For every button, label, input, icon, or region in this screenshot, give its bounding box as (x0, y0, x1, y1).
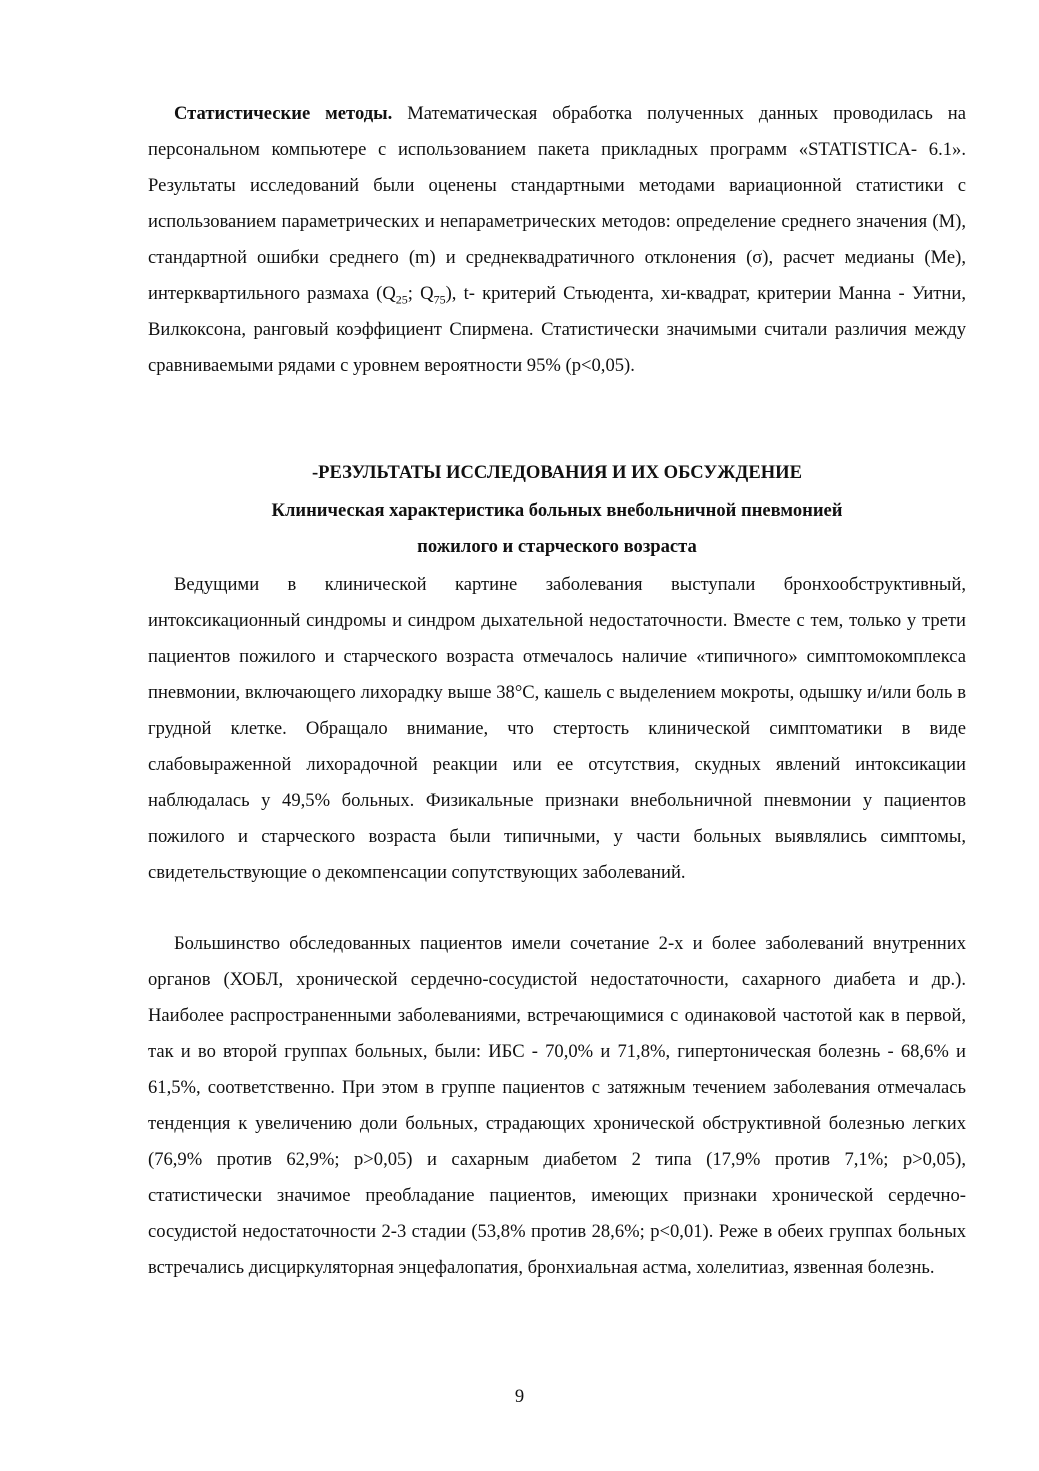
subsection-heading-line-1: Клиническая характеристика больных внебольничной пневмонией (271, 500, 843, 521)
quartile-25-subscript: 25 (395, 292, 408, 307)
methods-text-part-3: ), t- критерий Стьюдента, хи-квадрат, критерии Манна - Уитни, Вилкоксона, ранговый коэффициент Спирмена. Статистически значимыми считали различия между сравниваемыми рядами с уровнем вероятности 95% (р<0,05). (148, 283, 966, 376)
page-number: 9 (514, 1386, 525, 1407)
paragraph-lead-statistical-methods: Статистические методы. (174, 103, 393, 124)
methods-text-part-1: Математическая обработка полученных данных проводилась на персональном компьютере с использованием пакета прикладных программ «STATISTICA- 6.1». Результаты исследований были оценены стандартными методами вариационной статистики с использованием параметрических и непараметрических методов: определение среднего значения (М), стандартной ошибки среднего (m) и среднеквадратичного отклонения (σ), расчет медианы (Ме), интерквартильного размаха (Q (148, 103, 966, 304)
methods-text-part-2: ; Q (407, 283, 434, 304)
paragraph-statistical-methods (148, 96, 966, 384)
quartile-75-subscript: 75 (433, 292, 446, 307)
subsection-heading-line-2: пожилого и старческого возраста (417, 536, 697, 557)
paragraph-clinical-picture: Ведущими в клинической картине заболевания выступали бронхообструктивный, интоксикационный синдромы и синдром дыхательной недостаточности. Вместе с тем, только у трети пациентов пожилого и старческого возраста отмечалось наличие «типичного» симптомокомплекса пневмонии, включающего лихорадку выше 38°С, кашель с выделением мокроты, одышку и/или боль в грудной клетке. Обращало внимание, что стертость клинической симптоматики в виде слабовыраженной лихорадочной реакции или ее отсутствия, скудных явлений интоксикации наблюдалась у 49,5% больных. Физикальные признаки внебольничной пневмонии у пациентов пожилого и старческого возраста были типичными, у части больных выявлялись симптомы, свидетельствующие о декомпенсации сопутствующих заболеваний. (148, 574, 966, 883)
subsection-heading-clinical (148, 493, 966, 565)
paragraph-comorbidities: Большинство обследованных пациентов имели сочетание 2-х и более заболеваний внутренних органов (ХОБЛ, хронической сердечно-сосудистой недостаточности, сахарного диабета и др.). Наиболее распространенными заболеваниями, встречающимися с одинаковой частотой как в первой, так и во второй группах больных, были: ИБС - 70,0% и 71,8%, гипертоническая болезнь - 68,6% и 61,5%, соответственно. При этом в группе пациентов с затяжным течением заболевания отмечалась тенденция к увеличению доли больных, страдающих хронической обструктивной болезнью легких (76,9% против 62,9%; р>0,05) и сахарным диабетом 2 типа (17,9% против 7,1%; р>0,05), статистически значимое преобладание пациентов, имеющих признаки хронической сердечно-сосудистой недостаточности 2-3 стадии (53,8% против 28,6%; р<0,01). Реже в обеих группах больных встречались дисциркуляторная энцефалопатия, бронхиальная астма, холелитиаз, язвенная болезнь. (148, 933, 966, 1278)
section-heading-results: -РЕЗУЛЬТАТЫ ИССЛЕДОВАНИЯ И ИХ ОБСУЖДЕНИЕ (311, 462, 803, 483)
